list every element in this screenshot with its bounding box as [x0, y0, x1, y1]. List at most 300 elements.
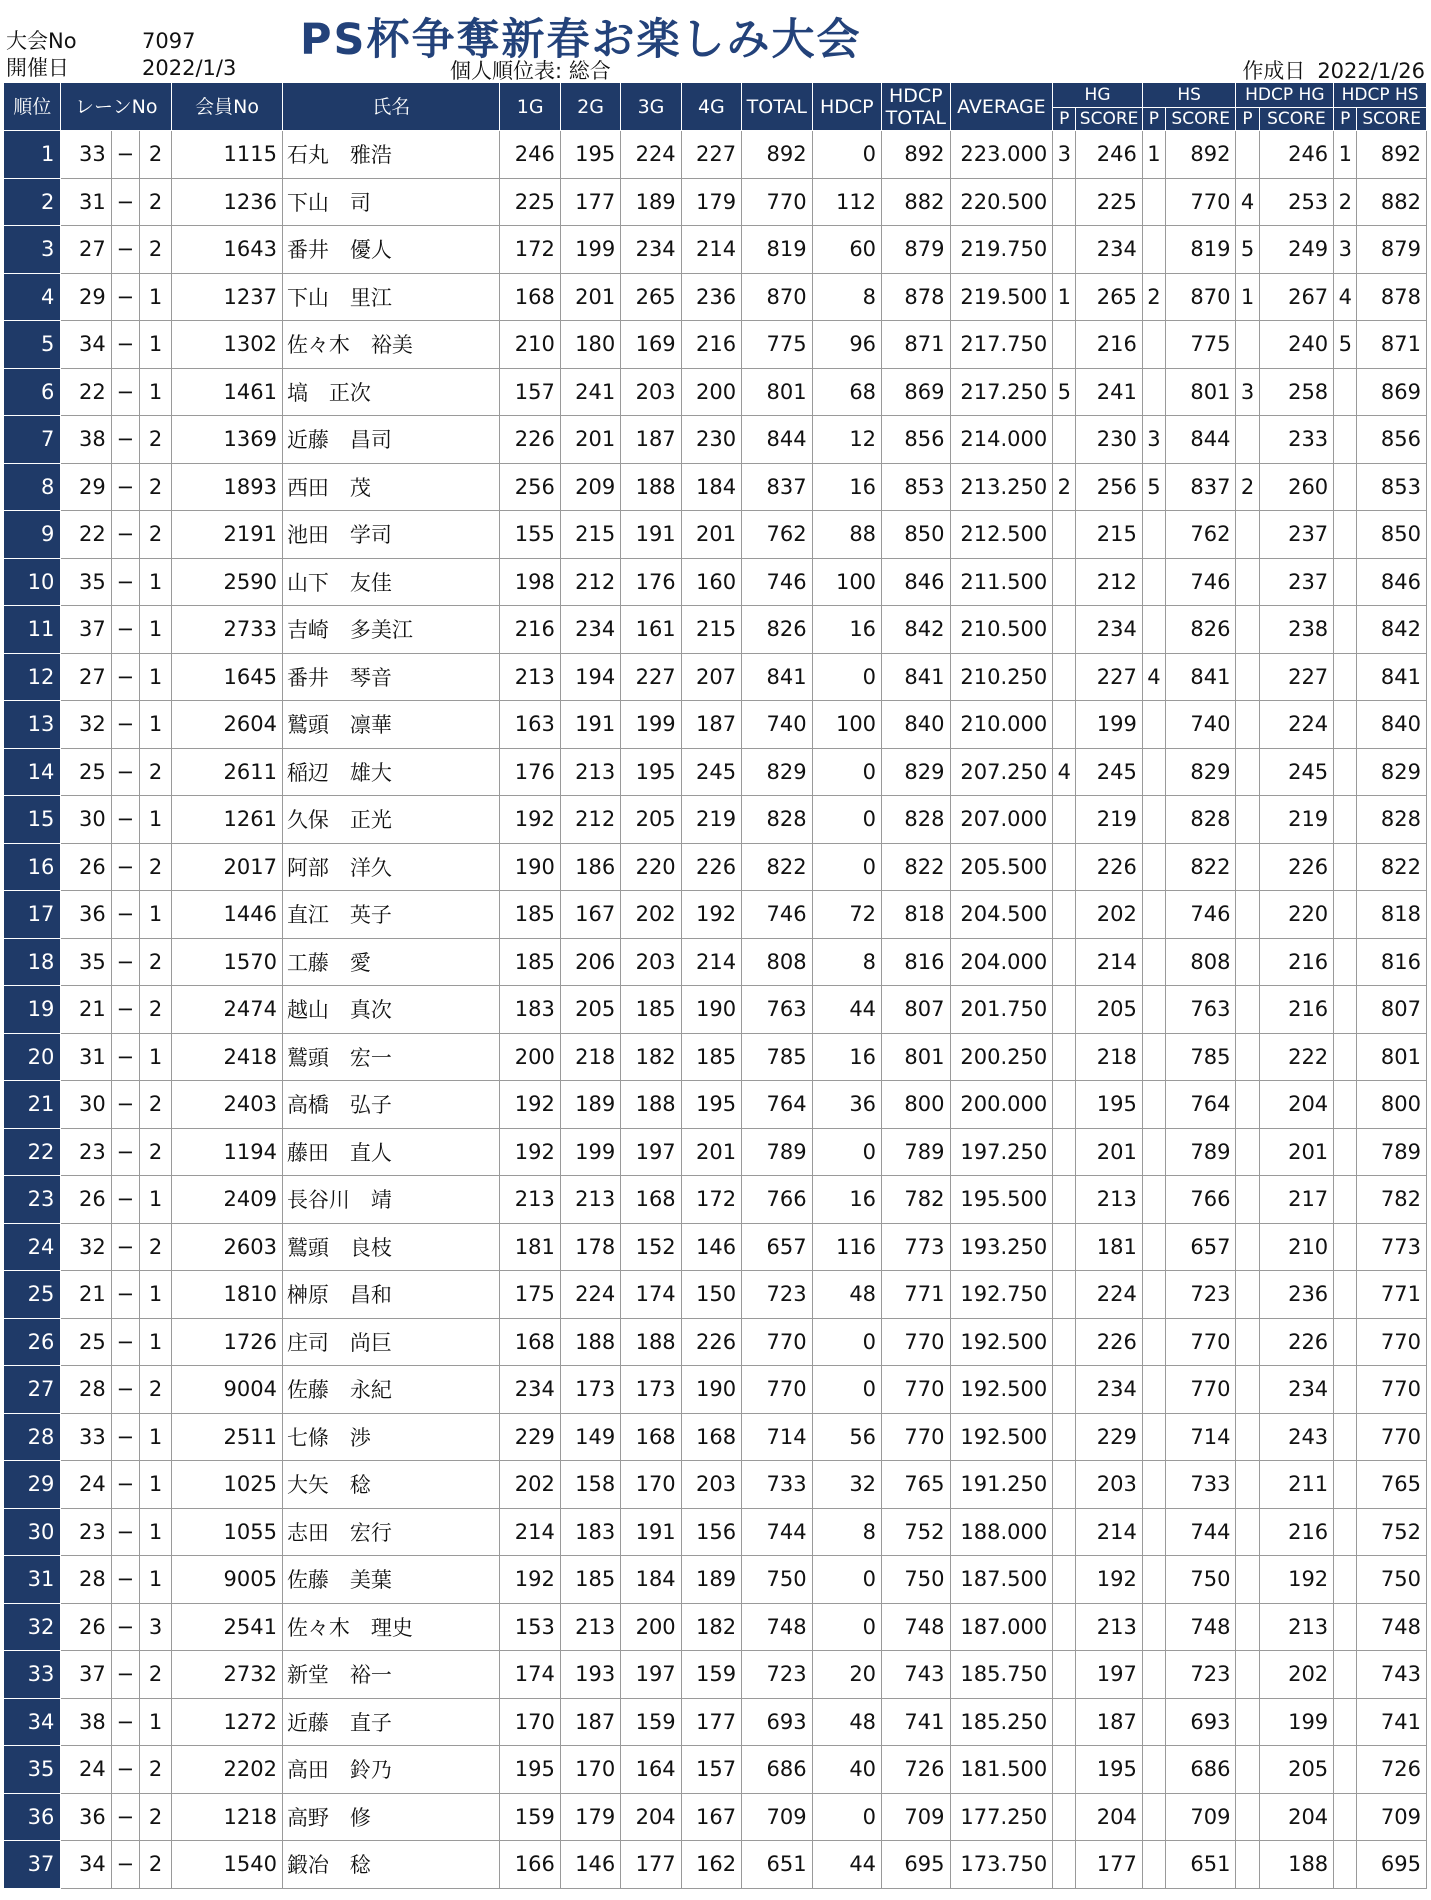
hdcp-hs-p-cell — [1334, 986, 1357, 1034]
game-1-cell: 229 — [500, 1413, 560, 1461]
hg-score-cell: 226 — [1076, 1318, 1142, 1366]
hg-score-cell: 187 — [1076, 1698, 1142, 1746]
game-4-cell: 207 — [681, 653, 741, 701]
hg-score-cell: 265 — [1076, 273, 1142, 321]
lane-no-cell: 26 — [61, 843, 111, 891]
lane-slot-cell: 1 — [139, 1461, 171, 1509]
hdcp-hg-p-cell: 5 — [1236, 226, 1259, 274]
game-3-cell: 169 — [621, 321, 681, 369]
member-no-cell: 1643 — [172, 226, 283, 274]
hdcp-cell: 12 — [812, 416, 881, 464]
hdcp-hg-p-cell — [1236, 1128, 1259, 1176]
hg-score-cell: 212 — [1076, 558, 1142, 606]
game-1-cell: 172 — [500, 226, 560, 274]
hdcp-hg-p-cell — [1236, 1271, 1259, 1319]
hdcp-hg-p-cell: 1 — [1236, 273, 1259, 321]
rank-cell: 29 — [4, 1461, 61, 1509]
average-cell: 217.250 — [950, 368, 1053, 416]
member-no-cell: 1261 — [172, 796, 283, 844]
game-3-cell: 187 — [621, 416, 681, 464]
hdcp-hs-p-cell — [1334, 1651, 1357, 1699]
hs-score-cell: 764 — [1165, 1081, 1236, 1129]
hdcp-hs-p-cell — [1334, 1176, 1357, 1224]
lane-no-cell: 28 — [61, 1366, 111, 1414]
col-rank: 順位 — [4, 83, 61, 131]
hs-score-cell: 841 — [1165, 653, 1236, 701]
hg-p-cell — [1053, 416, 1076, 464]
lane-sep-cell: − — [111, 226, 139, 274]
player-name-cell: 直江 英子 — [282, 891, 500, 939]
table-row — [4, 1081, 1427, 1129]
hdcp-hg-p-cell — [1236, 843, 1259, 891]
hdcp-total-cell: 782 — [882, 1176, 950, 1224]
hs-p-cell — [1142, 938, 1165, 986]
rank-cell: 21 — [4, 1081, 61, 1129]
lane-no-cell: 27 — [61, 653, 111, 701]
hdcp-hg-p-cell — [1236, 653, 1259, 701]
hdcp-total-cell: 750 — [882, 1556, 950, 1604]
game-1-cell: 213 — [500, 1176, 560, 1224]
player-name-cell: 久保 正光 — [282, 796, 500, 844]
hg-score-cell: 241 — [1076, 368, 1142, 416]
game-2-cell: 201 — [560, 416, 620, 464]
hdcp-hg-p-cell — [1236, 1508, 1259, 1556]
hdcp-cell: 48 — [812, 1698, 881, 1746]
hdcp-hs-p-cell — [1334, 1461, 1357, 1509]
member-no-cell: 1645 — [172, 653, 283, 701]
col-hs-score: SCORE — [1165, 108, 1236, 131]
hg-p-cell — [1053, 1081, 1076, 1129]
lane-sep-cell: − — [111, 938, 139, 986]
hg-score-cell: 203 — [1076, 1461, 1142, 1509]
hg-p-cell — [1053, 1841, 1076, 1889]
lane-slot-cell: 1 — [139, 796, 171, 844]
hdcp-hg-p-cell — [1236, 416, 1259, 464]
game-3-cell: 202 — [621, 891, 681, 939]
hdcp-hs-score-cell: 818 — [1357, 891, 1427, 939]
hs-p-cell — [1142, 796, 1165, 844]
lane-sep-cell: − — [111, 1603, 139, 1651]
average-cell: 177.250 — [950, 1793, 1053, 1841]
hdcp-hg-score-cell: 224 — [1259, 701, 1334, 749]
lane-slot-cell: 2 — [139, 1366, 171, 1414]
total-cell: 740 — [742, 701, 812, 749]
game-2-cell: 193 — [560, 1651, 620, 1699]
game-1-cell: 174 — [500, 1651, 560, 1699]
table-row — [4, 1318, 1427, 1366]
game-1-cell: 175 — [500, 1271, 560, 1319]
average-cell: 200.250 — [950, 1033, 1053, 1081]
average-cell: 192.500 — [950, 1318, 1053, 1366]
game-4-cell: 172 — [681, 1176, 741, 1224]
average-cell: 210.000 — [950, 701, 1053, 749]
hdcp-cell: 8 — [812, 1508, 881, 1556]
hg-p-cell — [1053, 1556, 1076, 1604]
table-row — [4, 1603, 1427, 1651]
hdcp-cell: 0 — [812, 1366, 881, 1414]
hdcp-hs-score-cell: 856 — [1357, 416, 1427, 464]
hs-score-cell: 657 — [1165, 1223, 1236, 1271]
hg-score-cell: 218 — [1076, 1033, 1142, 1081]
hg-score-cell: 229 — [1076, 1413, 1142, 1461]
rank-cell: 23 — [4, 1176, 61, 1224]
hdcp-hg-score-cell: 220 — [1259, 891, 1334, 939]
hg-score-cell: 201 — [1076, 1128, 1142, 1176]
hdcp-hg-p-cell: 3 — [1236, 368, 1259, 416]
game-1-cell: 225 — [500, 178, 560, 226]
lane-no-cell: 22 — [61, 368, 111, 416]
lane-no-cell: 21 — [61, 1271, 111, 1319]
col-member-no: 会員No — [172, 83, 283, 131]
hs-p-cell — [1142, 1508, 1165, 1556]
total-cell: 746 — [742, 891, 812, 939]
game-1-cell: 183 — [500, 986, 560, 1034]
member-no-cell: 1194 — [172, 1128, 283, 1176]
hdcp-cell: 0 — [812, 843, 881, 891]
rank-cell: 11 — [4, 606, 61, 654]
created-label: 作成日 — [1242, 59, 1306, 83]
hdcp-total-cell: 765 — [882, 1461, 950, 1509]
hdcp-cell: 0 — [812, 796, 881, 844]
lane-slot-cell: 3 — [139, 1603, 171, 1651]
hdcp-cell: 112 — [812, 178, 881, 226]
hdcp-hs-p-cell — [1334, 1081, 1357, 1129]
rank-cell: 2 — [4, 178, 61, 226]
hdcp-hs-score-cell: 752 — [1357, 1508, 1427, 1556]
game-4-cell: 200 — [681, 368, 741, 416]
game-4-cell: 189 — [681, 1556, 741, 1604]
player-name-cell: 稲辺 雄大 — [282, 748, 500, 796]
member-no-cell: 1237 — [172, 273, 283, 321]
hdcp-hs-p-cell — [1334, 1698, 1357, 1746]
game-3-cell: 227 — [621, 653, 681, 701]
average-cell: 219.500 — [950, 273, 1053, 321]
hdcp-hg-score-cell: 222 — [1259, 1033, 1334, 1081]
hdcp-hg-score-cell: 245 — [1259, 748, 1334, 796]
table-row — [4, 1413, 1427, 1461]
hdcp-hg-p-cell — [1236, 1603, 1259, 1651]
lane-no-cell: 21 — [61, 986, 111, 1034]
lane-sep-cell: − — [111, 1841, 139, 1889]
game-1-cell: 166 — [500, 1841, 560, 1889]
hdcp-hs-score-cell: 750 — [1357, 1556, 1427, 1604]
hdcp-total-cell: 856 — [882, 416, 950, 464]
col-total: TOTAL — [742, 83, 812, 131]
lane-slot-cell: 2 — [139, 1651, 171, 1699]
hdcp-hs-p-cell — [1334, 1413, 1357, 1461]
lane-no-cell: 28 — [61, 1556, 111, 1604]
col-hdcp-hg: HDCP HG — [1236, 83, 1334, 108]
hs-score-cell: 723 — [1165, 1651, 1236, 1699]
hs-p-cell — [1142, 1746, 1165, 1794]
hdcp-hs-p-cell — [1334, 1841, 1357, 1889]
member-no-cell: 1236 — [172, 178, 283, 226]
lane-sep-cell: − — [111, 1033, 139, 1081]
rank-cell: 3 — [4, 226, 61, 274]
hdcp-total-cell: 748 — [882, 1603, 950, 1651]
member-no-cell: 2202 — [172, 1746, 283, 1794]
total-cell: 841 — [742, 653, 812, 701]
lane-sep-cell: − — [111, 1271, 139, 1319]
hdcp-hg-score-cell: 236 — [1259, 1271, 1334, 1319]
hs-p-cell — [1142, 1223, 1165, 1271]
hs-p-cell — [1142, 1461, 1165, 1509]
table-row — [4, 1746, 1427, 1794]
hg-p-cell — [1053, 1508, 1076, 1556]
hdcp-hs-score-cell: 841 — [1357, 653, 1427, 701]
lane-no-cell: 26 — [61, 1176, 111, 1224]
hdcp-hg-score-cell: 204 — [1259, 1793, 1334, 1841]
game-3-cell: 205 — [621, 796, 681, 844]
hs-p-cell — [1142, 1651, 1165, 1699]
hdcp-hs-p-cell: 4 — [1334, 273, 1357, 321]
hs-p-cell — [1142, 558, 1165, 606]
hdcp-cell: 100 — [812, 558, 881, 606]
game-2-cell: 186 — [560, 843, 620, 891]
hg-score-cell: 177 — [1076, 1841, 1142, 1889]
hs-p-cell — [1142, 1793, 1165, 1841]
member-no-cell: 2603 — [172, 1223, 283, 1271]
player-name-cell: 榊原 昌和 — [282, 1271, 500, 1319]
table-row — [4, 1841, 1427, 1889]
lane-no-cell: 25 — [61, 1318, 111, 1366]
hg-score-cell: 192 — [1076, 1556, 1142, 1604]
hg-p-cell — [1053, 891, 1076, 939]
hg-p-cell — [1053, 796, 1076, 844]
hdcp-hg-score-cell: 234 — [1259, 1366, 1334, 1414]
player-name-cell: 新堂 裕一 — [282, 1651, 500, 1699]
rank-cell: 17 — [4, 891, 61, 939]
hg-p-cell — [1053, 1271, 1076, 1319]
lane-no-cell: 22 — [61, 511, 111, 559]
lane-no-cell: 37 — [61, 1651, 111, 1699]
hdcp-hg-p-cell — [1236, 558, 1259, 606]
hdcp-hg-score-cell: 249 — [1259, 226, 1334, 274]
lane-no-cell: 35 — [61, 938, 111, 986]
total-cell: 657 — [742, 1223, 812, 1271]
game-2-cell: 212 — [560, 558, 620, 606]
rank-cell: 5 — [4, 321, 61, 369]
total-cell: 826 — [742, 606, 812, 654]
hdcp-total-cell: 743 — [882, 1651, 950, 1699]
average-cell: 207.000 — [950, 796, 1053, 844]
hdcp-hs-score-cell: 879 — [1357, 226, 1427, 274]
lane-slot-cell: 2 — [139, 131, 171, 179]
hs-score-cell: 770 — [1165, 1318, 1236, 1366]
hdcp-hg-p-cell — [1236, 1318, 1259, 1366]
hdcp-total-cell: 879 — [882, 226, 950, 274]
game-4-cell: 203 — [681, 1461, 741, 1509]
member-no-cell: 1540 — [172, 1841, 283, 1889]
game-4-cell: 214 — [681, 226, 741, 274]
lane-sep-cell: − — [111, 843, 139, 891]
player-name-cell: 鷲頭 良枝 — [282, 1223, 500, 1271]
hdcp-total-cell: 842 — [882, 606, 950, 654]
hdcp-hg-p-cell — [1236, 1841, 1259, 1889]
hdcp-hs-score-cell: 800 — [1357, 1081, 1427, 1129]
average-cell: 191.250 — [950, 1461, 1053, 1509]
hdcp-hg-score-cell: 267 — [1259, 273, 1334, 321]
table-row — [4, 748, 1427, 796]
rank-cell: 22 — [4, 1128, 61, 1176]
event-date: 2022/1/3 — [142, 56, 237, 80]
lane-sep-cell: − — [111, 986, 139, 1034]
col-hdcp-hs-score: SCORE — [1357, 108, 1427, 131]
hdcp-cell: 116 — [812, 1223, 881, 1271]
hg-p-cell — [1053, 178, 1076, 226]
hdcp-hg-p-cell — [1236, 606, 1259, 654]
hdcp-total-cell: 818 — [882, 891, 950, 939]
average-cell: 210.500 — [950, 606, 1053, 654]
hg-score-cell: 256 — [1076, 463, 1142, 511]
hg-score-cell: 225 — [1076, 178, 1142, 226]
hdcp-hs-p-cell — [1334, 558, 1357, 606]
player-name-cell: 番井 優人 — [282, 226, 500, 274]
hdcp-hs-p-cell — [1334, 1128, 1357, 1176]
total-cell: 651 — [742, 1841, 812, 1889]
hs-score-cell: 819 — [1165, 226, 1236, 274]
hs-p-cell — [1142, 178, 1165, 226]
hg-p-cell — [1053, 1461, 1076, 1509]
game-3-cell: 164 — [621, 1746, 681, 1794]
hg-p-cell — [1053, 1651, 1076, 1699]
table-row — [4, 368, 1427, 416]
lane-slot-cell: 1 — [139, 1033, 171, 1081]
table-row — [4, 321, 1427, 369]
hdcp-hg-p-cell — [1236, 796, 1259, 844]
player-name-cell: 佐々木 理史 — [282, 1603, 500, 1651]
player-name-cell: 下山 里江 — [282, 273, 500, 321]
player-name-cell: 石丸 雅浩 — [282, 131, 500, 179]
hdcp-hg-score-cell: 192 — [1259, 1556, 1334, 1604]
player-name-cell: 山下 友佳 — [282, 558, 500, 606]
hdcp-total-cell: 829 — [882, 748, 950, 796]
hg-score-cell: 213 — [1076, 1176, 1142, 1224]
table-row — [4, 131, 1427, 179]
lane-sep-cell: − — [111, 1508, 139, 1556]
member-no-cell: 1025 — [172, 1461, 283, 1509]
hs-p-cell: 4 — [1142, 653, 1165, 701]
col-hs-p: P — [1142, 108, 1165, 131]
hs-p-cell: 3 — [1142, 416, 1165, 464]
average-cell: 195.500 — [950, 1176, 1053, 1224]
hs-p-cell — [1142, 1366, 1165, 1414]
player-name-cell: 藤田 直人 — [282, 1128, 500, 1176]
hs-score-cell: 775 — [1165, 321, 1236, 369]
game-2-cell: 209 — [560, 463, 620, 511]
total-cell: 775 — [742, 321, 812, 369]
table-row — [4, 891, 1427, 939]
hs-p-cell — [1142, 1603, 1165, 1651]
hdcp-cell: 36 — [812, 1081, 881, 1129]
game-1-cell: 176 — [500, 748, 560, 796]
col-2g: 2G — [560, 83, 620, 131]
table-row — [4, 1508, 1427, 1556]
member-no-cell: 2403 — [172, 1081, 283, 1129]
game-1-cell: 192 — [500, 1128, 560, 1176]
game-2-cell: 205 — [560, 986, 620, 1034]
hg-score-cell: 205 — [1076, 986, 1142, 1034]
lane-sep-cell: − — [111, 368, 139, 416]
lane-slot-cell: 2 — [139, 1223, 171, 1271]
lane-sep-cell: − — [111, 891, 139, 939]
hs-p-cell — [1142, 1698, 1165, 1746]
average-cell: 210.250 — [950, 653, 1053, 701]
game-3-cell: 188 — [621, 1081, 681, 1129]
hs-score-cell: 709 — [1165, 1793, 1236, 1841]
hdcp-hs-score-cell: 770 — [1357, 1366, 1427, 1414]
average-cell: 192.500 — [950, 1366, 1053, 1414]
hg-p-cell: 5 — [1053, 368, 1076, 416]
average-cell: 193.250 — [950, 1223, 1053, 1271]
player-name-cell: 西田 茂 — [282, 463, 500, 511]
average-cell: 211.500 — [950, 558, 1053, 606]
hs-score-cell: 770 — [1165, 1366, 1236, 1414]
game-1-cell: 185 — [500, 938, 560, 986]
total-cell: 785 — [742, 1033, 812, 1081]
member-no-cell: 2732 — [172, 1651, 283, 1699]
game-2-cell: 187 — [560, 1698, 620, 1746]
total-cell: 789 — [742, 1128, 812, 1176]
lane-no-cell: 24 — [61, 1461, 111, 1509]
hdcp-hg-score-cell: 237 — [1259, 558, 1334, 606]
lane-sep-cell: − — [111, 131, 139, 179]
hdcp-hs-p-cell — [1334, 511, 1357, 559]
member-no-cell: 2017 — [172, 843, 283, 891]
hdcp-hg-score-cell: 260 — [1259, 463, 1334, 511]
hdcp-hg-score-cell: 217 — [1259, 1176, 1334, 1224]
game-1-cell: 168 — [500, 1318, 560, 1366]
hdcp-hg-score-cell: 213 — [1259, 1603, 1334, 1651]
hdcp-hs-score-cell: 741 — [1357, 1698, 1427, 1746]
member-no-cell: 1218 — [172, 1793, 283, 1841]
created-date — [1230, 55, 1425, 85]
hdcp-hg-p-cell — [1236, 1176, 1259, 1224]
hdcp-hg-score-cell: 199 — [1259, 1698, 1334, 1746]
hdcp-hg-p-cell — [1236, 1413, 1259, 1461]
game-4-cell: 219 — [681, 796, 741, 844]
rank-cell: 18 — [4, 938, 61, 986]
game-2-cell: 212 — [560, 796, 620, 844]
game-3-cell: 159 — [621, 1698, 681, 1746]
member-no-cell: 1272 — [172, 1698, 283, 1746]
hs-score-cell: 789 — [1165, 1128, 1236, 1176]
member-no-cell: 1055 — [172, 1508, 283, 1556]
lane-slot-cell: 2 — [139, 1081, 171, 1129]
table-row — [4, 606, 1427, 654]
player-name-cell: 七條 渉 — [282, 1413, 500, 1461]
game-2-cell: 189 — [560, 1081, 620, 1129]
game-1-cell: 198 — [500, 558, 560, 606]
hg-score-cell: 204 — [1076, 1793, 1142, 1841]
game-2-cell: 178 — [560, 1223, 620, 1271]
hg-p-cell — [1053, 1033, 1076, 1081]
rank-cell: 6 — [4, 368, 61, 416]
page-subtitle: 個人順位表: 総合 — [450, 59, 611, 83]
hdcp-total-cell: 770 — [882, 1413, 950, 1461]
hdcp-hs-score-cell: 878 — [1357, 273, 1427, 321]
hdcp-total-cell: 882 — [882, 178, 950, 226]
lane-slot-cell: 1 — [139, 1698, 171, 1746]
hg-score-cell: 213 — [1076, 1603, 1142, 1651]
hdcp-cell: 0 — [812, 1603, 881, 1651]
game-3-cell: 265 — [621, 273, 681, 321]
hs-score-cell: 723 — [1165, 1271, 1236, 1319]
hdcp-cell: 20 — [812, 1651, 881, 1699]
total-cell: 750 — [742, 1556, 812, 1604]
event-no: 7097 — [142, 29, 196, 53]
hdcp-total-cell: 869 — [882, 368, 950, 416]
